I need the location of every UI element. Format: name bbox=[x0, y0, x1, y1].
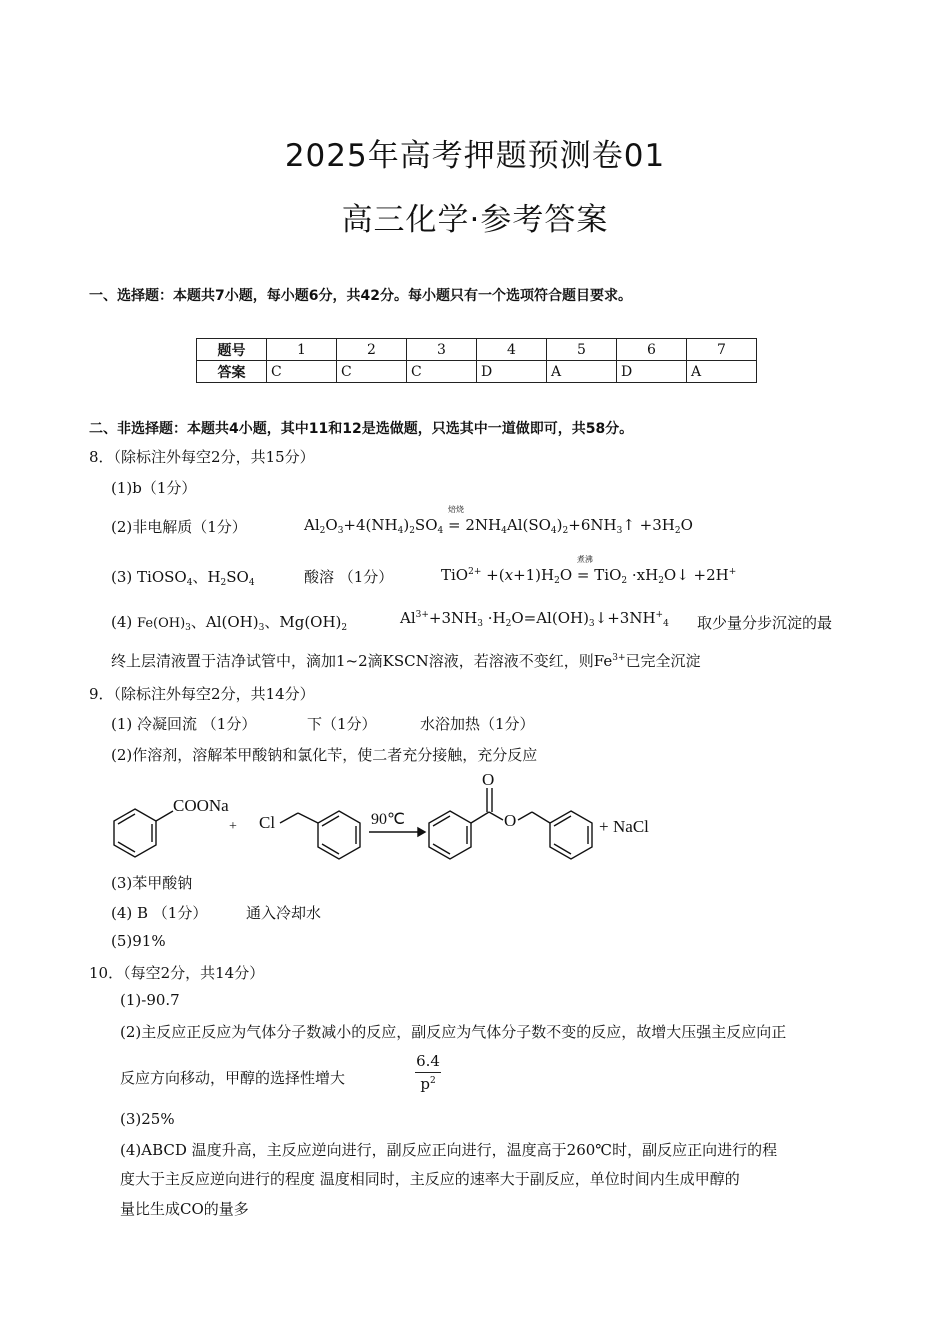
table-cell: D bbox=[477, 361, 547, 383]
q8-equation-3: $Al^{3+}+3NH_3$ $\cdot H_2O=Al(OH)_3↓+3NH^+_4$ bbox=[400, 609, 669, 629]
q8-header: 8．（除标注外每空2分，共15分） bbox=[89, 448, 315, 466]
section-heading-2: 二、非选择题：本题共4小题，其中11和12是选做题，只选其中一道做即可，共58分。 bbox=[89, 421, 634, 437]
q9-part3: (3)苯甲酸钠 bbox=[111, 874, 193, 892]
table-header-cell: 题号 bbox=[197, 339, 267, 361]
table-cell: 4 bbox=[477, 339, 547, 361]
table-cell: 7 bbox=[687, 339, 757, 361]
page-subtitle: 高三化学·参考答案 bbox=[341, 202, 609, 238]
q8-part4-cont-a: 终上层清液置于洁净试管中，滴加1~2滴KSCN溶液，若溶液不变红，则 bbox=[111, 652, 594, 670]
q10-part2-b: 反应方向移动，甲醇的选择性增大 bbox=[120, 1069, 346, 1087]
section-heading-1: 一、选择题：本题共7小题，每小题6分，共42分。每小题只有一个选项符合题目要求。 bbox=[89, 288, 632, 304]
fraction-denominator-wrap: $p^2$ bbox=[420, 1075, 436, 1093]
esterification-reaction-diagram bbox=[105, 768, 675, 868]
q9-header: 9．（除标注外每空2分，共14分） bbox=[89, 685, 315, 703]
q10-part4-a: (4)ABCD 温度升高，主反应逆向进行，副反应正向进行，温度高于260℃时，副反应正向进行的程 bbox=[120, 1141, 778, 1159]
q8-part4-continued: 终上层清液置于洁净试管中，滴加1~2滴KSCN溶液，若溶液不变红，则$Fe^{3+}$已完全沉淀 bbox=[111, 652, 701, 670]
table-cell: C bbox=[267, 361, 337, 383]
byproduct-label: NaCl bbox=[613, 817, 649, 836]
q8-part3-label: (3) bbox=[111, 568, 133, 586]
q10-part4-c: 量比生成CO的量多 bbox=[120, 1200, 249, 1218]
reactant-label: Cl bbox=[259, 813, 276, 832]
q8-part3: (3) TiOSO$_4$、$H_2SO_4$ bbox=[111, 568, 255, 588]
table-cell: A bbox=[547, 361, 617, 383]
fraction bbox=[415, 1052, 441, 1093]
q9-part5: (5)91% bbox=[111, 932, 166, 950]
q9-part1-a: (1) 冷凝回流 （1分） bbox=[111, 715, 257, 733]
table-cell: C bbox=[337, 361, 407, 383]
atom-label: O bbox=[482, 770, 495, 789]
table-cell: 3 bbox=[407, 339, 477, 361]
q8-part4: (4) $Fe(OH)_3$、$Al(OH)_3$、$Mg(OH)_2$ bbox=[111, 613, 348, 633]
page-title: 2025年高考押题预测卷01 bbox=[284, 138, 666, 174]
reaction-condition: 焙烧 bbox=[448, 505, 465, 514]
plus-sign: + bbox=[229, 819, 237, 834]
table-cell: A bbox=[687, 361, 757, 383]
q10-part1: (1)-90.7 bbox=[120, 991, 180, 1009]
reactant-label: COONa bbox=[173, 796, 229, 815]
q10-part2-a: (2)主反应正反应为气体分子数减小的反应，副反应为气体分子数不变的反应，故增大压强主反应向正 bbox=[120, 1023, 787, 1041]
q10-part4-b: 度大于主反应逆向进行的程度 温度相同时，主反应的速率大于副反应，单位时间内生成甲醇的 bbox=[120, 1170, 740, 1188]
table-cell: 6 bbox=[617, 339, 687, 361]
table-header-cell: 答案 bbox=[197, 361, 267, 383]
fraction-numerator: 6.4 bbox=[415, 1052, 441, 1073]
plus-sign: + bbox=[599, 817, 609, 836]
table-cell: 5 bbox=[547, 339, 617, 361]
q8-part4-text: 取少量分步沉淀的最 bbox=[697, 614, 833, 632]
table-cell: 2 bbox=[337, 339, 407, 361]
q8-equation-2: $TiO^{2+} +(x+1)H_2O$ 煮沸 = $TiO_2 \cdot xH_2O↓ +2H^+$ bbox=[441, 555, 737, 586]
table-cell: D bbox=[617, 361, 687, 383]
q9-part4-b: 通入冷却水 bbox=[246, 904, 322, 922]
q8-part4-cont-b: 已完全沉淀 bbox=[625, 652, 701, 670]
q8-part1: (1)b（1分） bbox=[111, 479, 197, 497]
q8-part2-label: (2)非电解质（1分） bbox=[111, 518, 247, 536]
table-row bbox=[197, 339, 757, 361]
reaction-condition: 煮沸 bbox=[576, 555, 593, 564]
q8-part3-answer: 酸溶 （1分） bbox=[304, 568, 394, 586]
q8-equation-1: $Al_2O_3+4(NH_4)_2SO_4$ 焙烧 = $2NH_4Al(SO_4)_2+6NH_3↑ +3H_2O$ bbox=[304, 505, 693, 536]
atom-label: O bbox=[504, 811, 517, 830]
q9-part1-c: 水浴加热（1分） bbox=[420, 715, 535, 733]
q9-part4-a: (4) B （1分） bbox=[111, 904, 208, 922]
fraction-denominator: p bbox=[420, 1075, 430, 1093]
answer-table bbox=[196, 338, 757, 383]
table-cell: 1 bbox=[267, 339, 337, 361]
q9-part1-b: 下（1分） bbox=[307, 715, 377, 733]
q9-part2: (2)作溶剂，溶解苯甲酸钠和氯化苄，使二者充分接触，充分反应 bbox=[111, 746, 538, 764]
q10-header: 10．（每空2分，共14分） bbox=[89, 964, 265, 982]
q8-part4-label: (4) bbox=[111, 613, 133, 631]
table-cell: C bbox=[407, 361, 477, 383]
table-row bbox=[197, 361, 757, 383]
q10-part3: (3)25% bbox=[120, 1110, 175, 1128]
reaction-condition: 90℃ bbox=[371, 811, 405, 828]
